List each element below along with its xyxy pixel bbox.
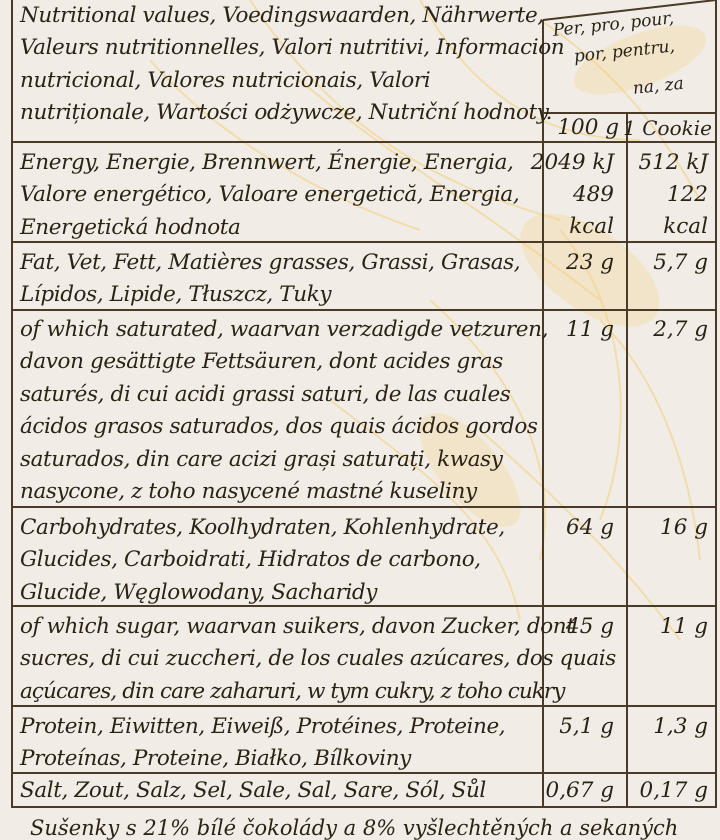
per-header-line: na, za <box>631 73 685 99</box>
label-word: davon <box>20 349 84 375</box>
label-line: nasycone, z toho nasycené mastné kuseliny <box>20 479 477 505</box>
per-header-line: Per, pro, pour, <box>551 8 675 41</box>
label-word: cuales <box>443 381 511 407</box>
label-word: saturados, <box>20 446 131 472</box>
label-word: ácidos <box>391 414 459 440</box>
value-carbohydrates-cookie: 16 g <box>660 515 708 540</box>
value-carbohydrates-100g: 64 g <box>566 515 614 540</box>
header-word: nutricional, <box>20 67 141 93</box>
label-word: Energia, <box>429 182 520 208</box>
label-word: Energy, <box>20 150 100 175</box>
label-word: Fettsäuren, <box>202 349 323 375</box>
label-word: dont <box>329 349 377 375</box>
label-word: Eiweiß, <box>211 714 291 739</box>
label-word: grași <box>283 446 337 472</box>
label-word: grasses, <box>268 250 355 275</box>
label-word: quais <box>328 414 386 440</box>
label-word: Fat, <box>20 250 61 275</box>
label-word: dos <box>285 414 323 440</box>
label-word: of which saturated, <box>20 317 224 342</box>
label-word: Valoare <box>218 182 298 208</box>
header-languages <box>20 0 564 130</box>
label-word: Glucides, <box>20 547 118 573</box>
label-word: de <box>375 381 402 407</box>
label-line: Glucide, Węglowodany, Sacharidy <box>20 579 378 605</box>
label-line <box>20 346 535 378</box>
label-word: Fett, <box>113 250 162 275</box>
label-line <box>20 179 535 211</box>
label-word: los <box>300 646 331 672</box>
label-line <box>20 544 535 576</box>
label-word: di <box>101 646 122 672</box>
label-word: Koolhydraten, <box>189 515 338 540</box>
label-word: sucres, <box>20 646 95 672</box>
label-line <box>20 643 616 675</box>
label-word: Matières <box>168 250 263 275</box>
label-word: energetică, <box>304 182 424 208</box>
label-word: cui <box>136 381 169 407</box>
label-line <box>20 411 538 443</box>
label-word: Carboidrati, <box>124 547 252 573</box>
label-word: Sare, <box>343 778 399 803</box>
label-word: Protein, <box>20 714 104 739</box>
label-word: saturados, <box>169 414 280 440</box>
label-line: Energetická hodnota <box>20 214 241 240</box>
value-salt-cookie: 0,17 g <box>639 778 708 803</box>
label-word: Énergie, <box>327 150 418 175</box>
label-word: gesättigte <box>89 349 196 375</box>
nutrient-label-salt <box>20 775 535 807</box>
label-word: Brennwert, <box>202 150 322 175</box>
nutrient-label-protein <box>20 711 535 776</box>
label-word: Sal, <box>297 778 338 803</box>
label-word: acides <box>383 349 451 375</box>
label-word: di <box>110 381 131 407</box>
label-word: waarvan <box>229 317 321 342</box>
label-word: azúcares, <box>410 646 511 672</box>
label-word: Sól, <box>405 778 446 803</box>
label-word: Grasas, <box>441 250 521 275</box>
per-header-line: por, pentru, <box>572 36 676 67</box>
header-word: nutricionais, <box>231 67 363 93</box>
label-word: Vet, <box>66 250 107 275</box>
label-word: verzadigde <box>326 317 443 342</box>
label-word: Grassi, <box>361 250 435 275</box>
header-line: nutriționale, Wartości odżywcze, Nutriční hodnoty. <box>20 100 553 126</box>
value-energy-unit-cookie: kcal <box>663 214 708 239</box>
label-line <box>20 711 535 743</box>
label-line: açúcares, din care zaharuri, w tym cukry, z toho cukry <box>20 678 565 704</box>
label-line <box>20 512 535 544</box>
label-word: Zucker, <box>441 614 521 639</box>
label-word: Zout, <box>74 778 130 803</box>
label-word: gras <box>456 349 503 375</box>
label-word: Energia, <box>423 150 514 175</box>
label-word: Sale, <box>239 778 292 803</box>
value-saturated-100g: 11 g <box>566 317 614 342</box>
footer-text: Sušenky s 21% bílé čokolády a 8% vyšlechtěných a sekaných <box>30 816 679 840</box>
label-word: saturés, <box>20 381 105 407</box>
label-word: Sel, <box>193 778 233 803</box>
header-word: Valores <box>147 67 225 93</box>
label-word: Salz, <box>136 778 187 803</box>
label-word: de <box>268 646 295 672</box>
label-word: Salt, <box>20 778 68 803</box>
label-word: dos <box>516 646 554 672</box>
label-word: carbono, <box>388 547 481 573</box>
label-line: Proteínas, Proteine, Białko, Bílkoviny <box>20 746 411 772</box>
label-word: Proteine, <box>409 714 506 739</box>
label-word: Eiwitten, <box>109 714 205 739</box>
label-word: grassi <box>231 381 295 407</box>
label-word: kwasy <box>437 446 503 472</box>
label-word: las <box>407 381 438 407</box>
label-word: Kohlenhydrate, <box>343 515 505 540</box>
column-header-100g: 100 g <box>557 115 619 140</box>
header-line: Valeurs nutritionnelles, Valori nutritivi, Informacion <box>20 35 565 61</box>
value-saturated-cookie: 2,7 g <box>653 317 708 342</box>
label-word: din <box>136 446 170 472</box>
label-word: saturi, <box>301 381 369 407</box>
header-line: Nutritional values, Voedingswaarden, Nährwerte, <box>20 3 544 28</box>
label-word: Protéines, <box>296 714 404 739</box>
label-word: Valore <box>20 182 87 208</box>
nutrient-label-carbohydrates <box>20 512 535 609</box>
label-line <box>20 314 549 346</box>
footer-strip <box>0 810 720 840</box>
value-energy-kj-100g: 2049 kJ <box>530 150 614 175</box>
label-word: vetzuren, <box>449 317 549 342</box>
label-word: saturați, <box>342 446 431 472</box>
label-word: Sůl <box>451 778 486 803</box>
value-sugar-cookie: 11 g <box>660 614 708 639</box>
label-word: Hidratos <box>258 547 350 573</box>
label-line: Lípidos, Lipide, Tłuszcz, Tuky <box>20 282 332 308</box>
label-word: Carbohydrates, <box>20 515 183 540</box>
column-header-cookie: 1 Cookie <box>623 116 712 140</box>
label-word: energético, <box>93 182 213 208</box>
value-energy-kcal-cookie: 122 <box>666 182 708 207</box>
label-word: de <box>356 547 383 573</box>
nutrient-label-fat <box>20 247 535 312</box>
label-word: quais <box>559 646 616 672</box>
label-line <box>20 147 535 179</box>
value-salt-100g: 0,67 g <box>545 778 614 803</box>
label-line <box>20 444 535 476</box>
label-word: zuccheri, <box>165 646 262 672</box>
label-word: Energie, <box>106 150 196 175</box>
label-word: dont <box>526 614 575 639</box>
value-energy-kj-cookie: 512 kJ <box>638 150 708 175</box>
value-protein-100g: 5,1 g <box>559 714 614 739</box>
label-word: care <box>176 446 223 472</box>
label-word: acizi <box>228 446 277 472</box>
value-fat-100g: 23 g <box>566 250 614 275</box>
label-line <box>20 775 535 807</box>
label-word: acidi <box>174 381 226 407</box>
label-word: suikers, <box>283 614 366 639</box>
label-word: cuales <box>336 646 404 672</box>
label-word: waarvan <box>186 614 277 639</box>
label-word: cui <box>127 646 160 672</box>
label-line <box>20 379 535 411</box>
label-line <box>20 611 575 643</box>
header-line <box>20 65 535 97</box>
value-energy-kcal-100g: 489 <box>572 182 614 207</box>
value-sugar-100g: 45 g <box>566 614 614 639</box>
nutrient-label-energy <box>20 147 535 244</box>
value-protein-cookie: 1,3 g <box>653 714 708 739</box>
value-energy-unit-100g: kcal <box>569 214 614 239</box>
label-word: davon <box>371 614 436 639</box>
label-word: ácidos <box>20 414 88 440</box>
label-word: grasos <box>93 414 163 440</box>
header-word: Valori <box>369 67 431 93</box>
label-word: gordos <box>465 414 538 440</box>
value-fat-cookie: 5,7 g <box>653 250 708 275</box>
label-line <box>20 247 535 279</box>
label-word: of which sugar, <box>20 614 180 639</box>
nutrient-label-saturated <box>20 314 549 508</box>
